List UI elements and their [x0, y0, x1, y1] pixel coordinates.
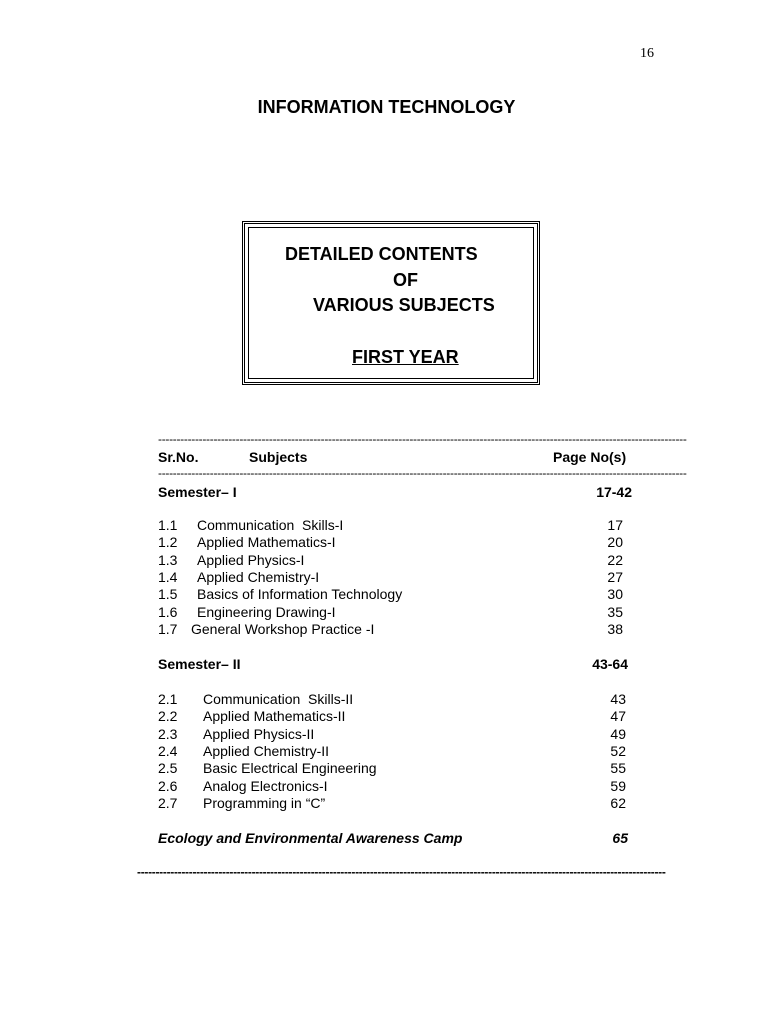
- box-line-various-subjects: VARIOUS SUBJECTS: [313, 295, 495, 315]
- semester-2-pages: 43-64: [592, 656, 628, 672]
- camp-label: Ecology and Environmental Awareness Camp: [158, 830, 463, 846]
- semester-1-row: [158, 534, 628, 551]
- document-title: INFORMATION TECHNOLOGY: [257, 97, 516, 117]
- item-page: 62: [610, 794, 626, 811]
- semester-2-row: [158, 778, 628, 795]
- semester-2-row: [158, 726, 628, 743]
- item-page: 20: [607, 534, 623, 551]
- item-page: 30: [607, 586, 623, 603]
- semester-2-row: [158, 691, 628, 708]
- item-number: 2.5: [158, 760, 178, 777]
- item-page: 38: [607, 620, 623, 637]
- box-line-of: OF: [393, 270, 418, 290]
- item-number: 2.7: [158, 794, 178, 811]
- item-subject: Communication Skills-II: [203, 691, 354, 707]
- semester-1-row: [158, 604, 628, 621]
- semester-1-row: [158, 552, 628, 569]
- item-page: 59: [610, 777, 626, 794]
- header-srno: Sr.No.: [158, 449, 199, 465]
- item-number: 1.7: [158, 620, 178, 637]
- semester-2-label: Semester– II: [158, 656, 241, 672]
- header-page-nos: Page No(s): [553, 449, 627, 465]
- semester-1-label: Semester– I: [158, 484, 237, 500]
- item-page: 43: [610, 691, 626, 707]
- item-page: 47: [610, 708, 626, 725]
- item-page: 27: [607, 568, 623, 585]
- dashed-divider-header: -----------------------------------------------------------------------------------------------------------------------------------------------: [158, 466, 687, 480]
- item-page: 55: [610, 760, 626, 777]
- item-subject: Communication Skills-I: [197, 517, 344, 533]
- item-page: 35: [607, 603, 623, 620]
- dashed-divider-bottom: -----------------------------------------------------------------------------------------------------------------------------------------------: [137, 865, 666, 879]
- item-number: 1.2: [158, 534, 178, 551]
- semester-1-row: [158, 621, 628, 638]
- semester-1-row: [158, 517, 628, 534]
- item-subject: Applied Chemistry-II: [203, 742, 330, 759]
- contents-title-box: [242, 221, 540, 385]
- semester-1-pages: 17-42: [596, 484, 632, 500]
- camp-page: 65: [612, 830, 628, 846]
- semester-1-row: [158, 569, 628, 586]
- item-subject: Basic Electrical Engineering: [203, 760, 377, 777]
- item-number: 1.1: [158, 517, 178, 533]
- semester-2-row: [158, 795, 628, 812]
- item-subject: Analog Electronics-I: [203, 777, 328, 794]
- item-subject: Programming in “C”: [203, 794, 326, 811]
- item-subject: Applied Physics-I: [197, 551, 305, 568]
- semester-2-row: [158, 743, 628, 760]
- item-subject: Applied Physics-II: [203, 725, 315, 742]
- item-subject: General Workshop Practice -I: [191, 620, 375, 637]
- semester-2-row: [158, 708, 628, 725]
- page-number: 16: [640, 46, 654, 61]
- box-line-first-year: FIRST YEAR: [352, 347, 459, 367]
- item-page: 52: [610, 742, 626, 759]
- item-subject: Applied Mathematics-II: [203, 708, 346, 725]
- item-number: 2.1: [158, 691, 178, 707]
- item-number: 2.6: [158, 777, 178, 794]
- item-subject: Applied Mathematics-I: [197, 534, 336, 551]
- item-page: 22: [607, 551, 623, 568]
- item-subject: Engineering Drawing-I: [197, 603, 336, 620]
- item-page: 49: [610, 725, 626, 742]
- item-number: 2.4: [158, 742, 178, 759]
- item-number: 2.2: [158, 708, 178, 725]
- item-subject: Applied Chemistry-I: [197, 568, 320, 585]
- item-number: 1.3: [158, 551, 178, 568]
- semester-2-row: [158, 760, 628, 777]
- header-subjects: Subjects: [249, 449, 308, 465]
- dashed-divider-top: -----------------------------------------------------------------------------------------------------------------------------------------------: [158, 432, 687, 446]
- item-number: 1.5: [158, 586, 178, 603]
- item-number: 2.3: [158, 725, 178, 742]
- item-number: 1.4: [158, 568, 178, 585]
- item-subject: Basics of Information Technology: [197, 586, 403, 603]
- item-number: 1.6: [158, 603, 178, 620]
- item-page: 17: [607, 517, 623, 533]
- semester-1-row: [158, 586, 628, 603]
- box-line-detailed-contents: DETAILED CONTENTS: [285, 244, 478, 264]
